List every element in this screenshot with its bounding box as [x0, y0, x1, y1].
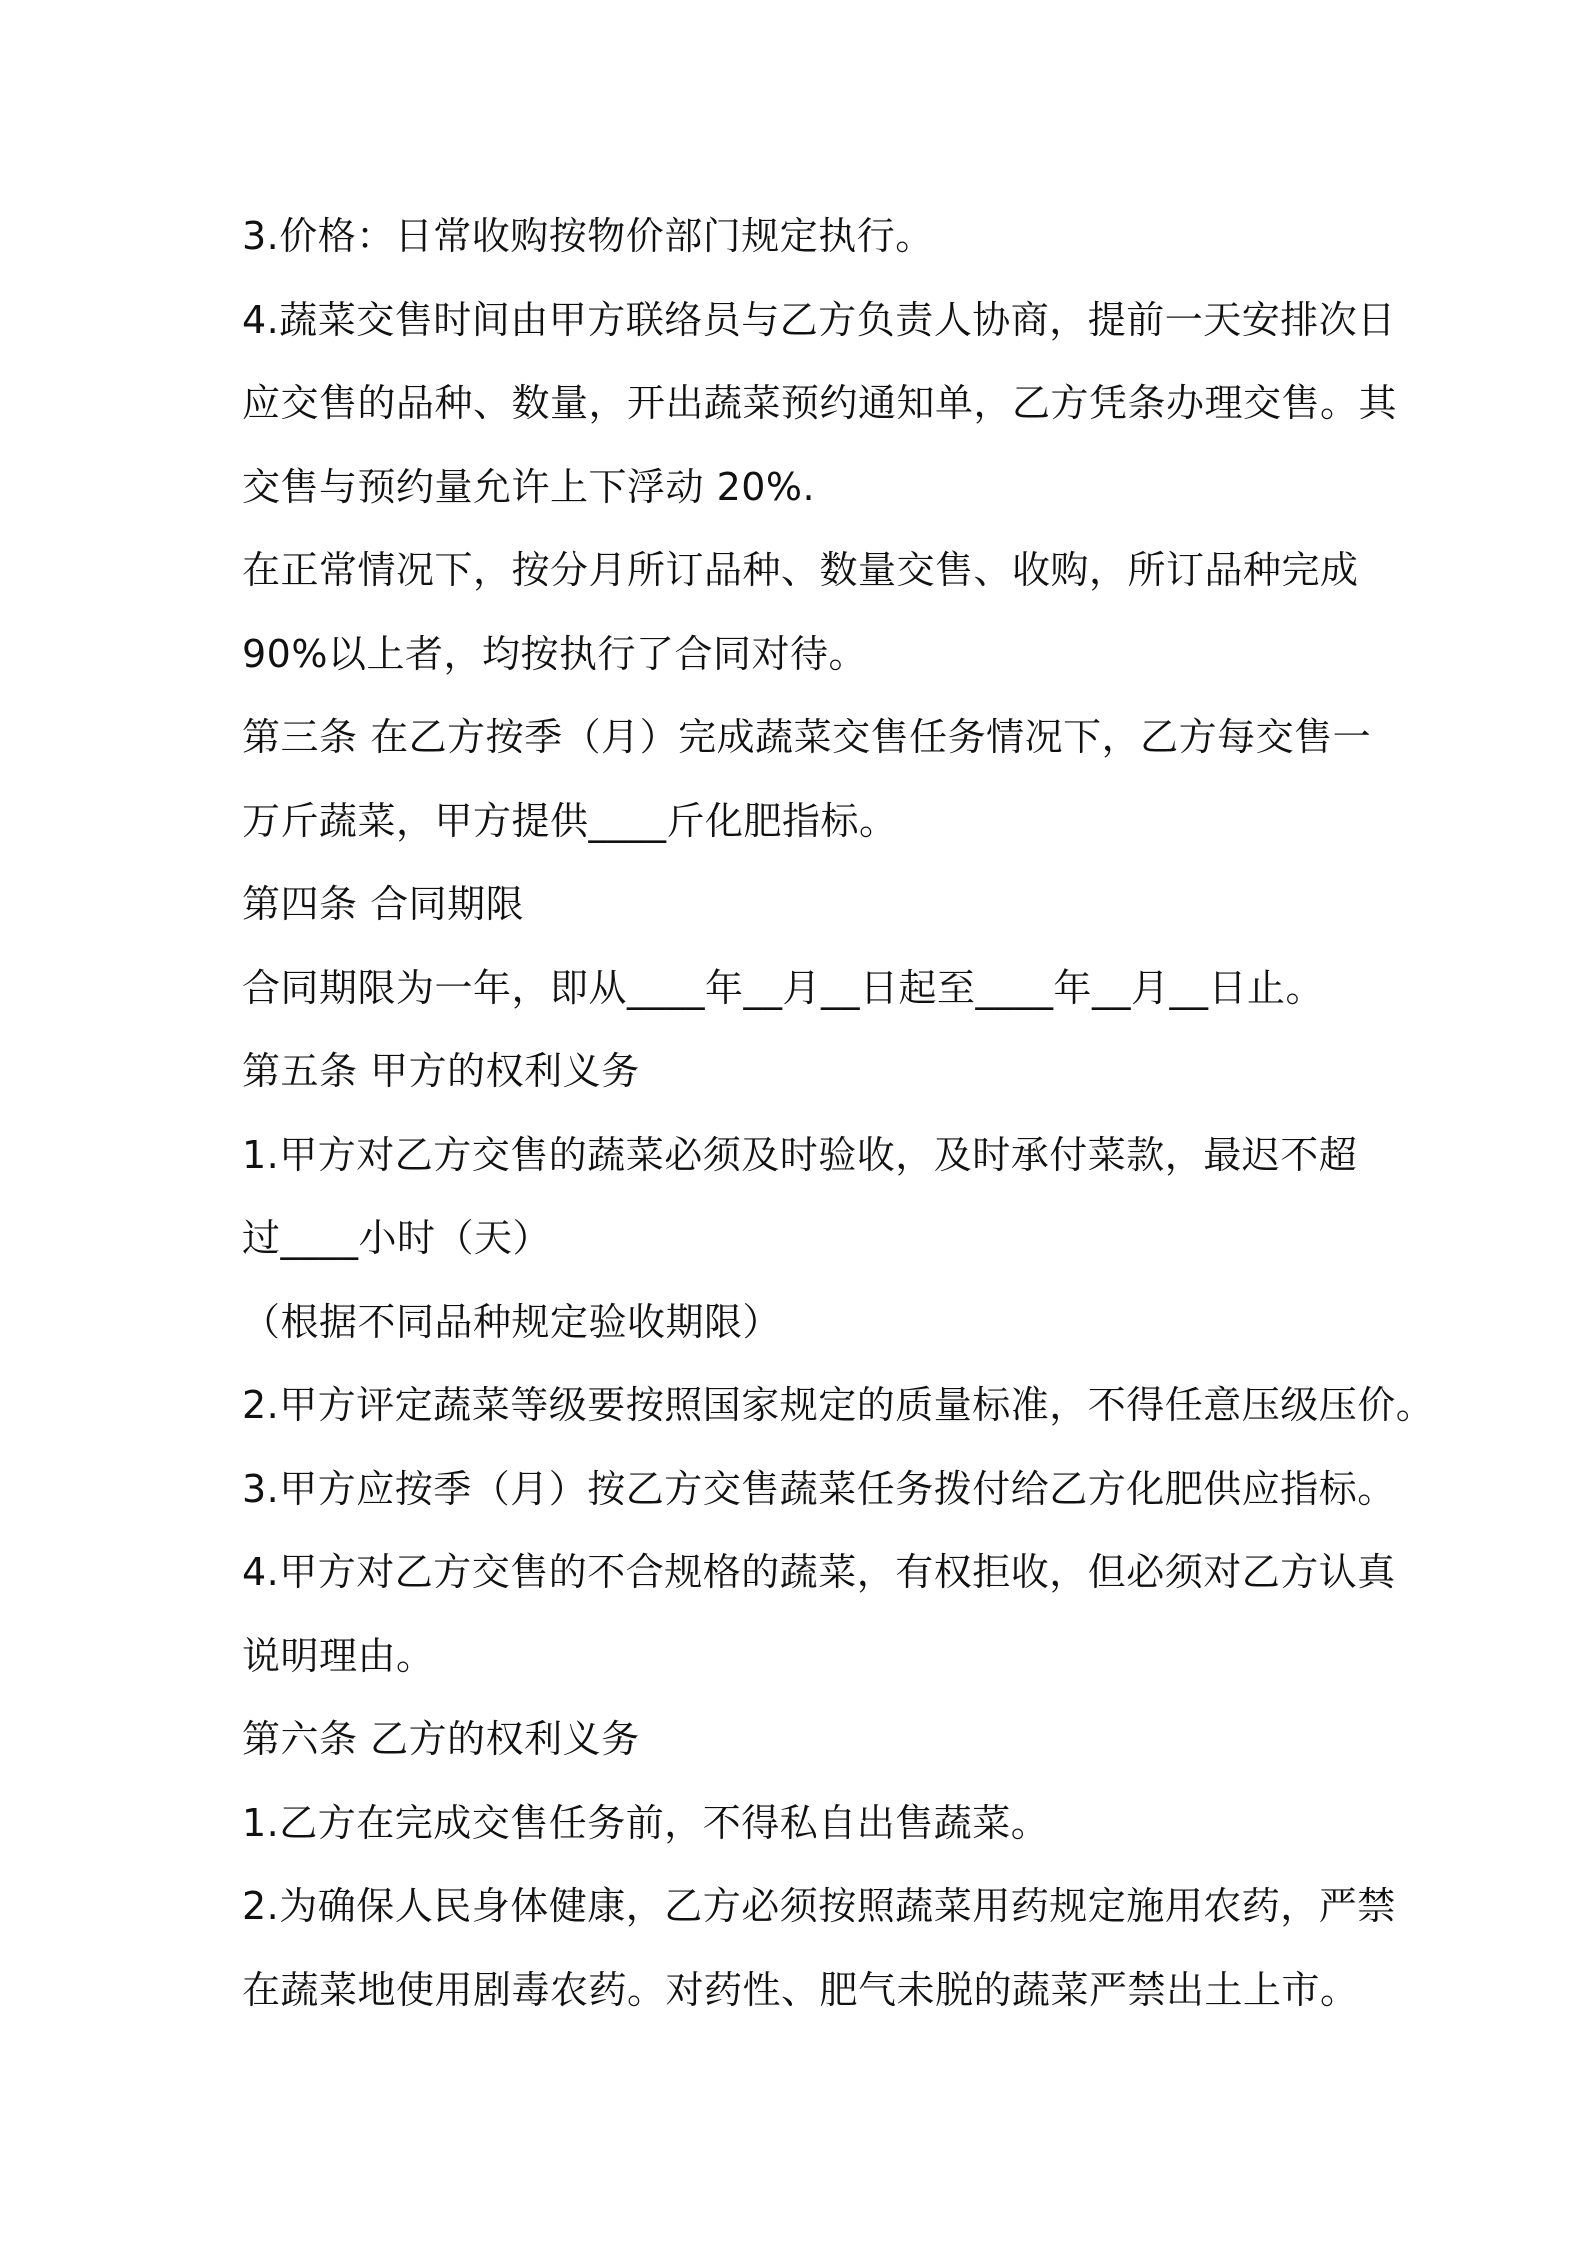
text-line: 2.为确保人民身体健康，乙方必须按照蔬菜用药规定施用农药，严禁 — [242, 1884, 1396, 1928]
text-line: （根据不同品种规定验收期限） — [242, 1299, 782, 1344]
article-5-heading: 第五条 甲方的权利义务 — [242, 1049, 640, 1093]
text-line: 2.甲方评定蔬菜等级要按照国家规定的质量标准，不得任意压级压价。 — [242, 1383, 1435, 1427]
text-line: 90%以上者，均按执行了合同对待。 — [242, 631, 867, 676]
text-line: 1.乙方在完成交售任务前，不得私自出售蔬菜。 — [242, 1800, 1050, 1845]
article-3-line: 第三条 在乙方按季（月）完成蔬菜交售任务情况下，乙方每交售一 — [242, 715, 1372, 759]
text-line: 3.甲方应按季（月）按乙方交售蔬菜任务拨付给乙方化肥供应指标。 — [242, 1466, 1396, 1511]
text-line: 在蔬菜地使用剧毒农药。对药性、肥气未脱的蔬菜严禁出土上市。 — [242, 1967, 1359, 2012]
text-line: 在正常情况下，按分月所订品种、数量交售、收购，所订品种完成 — [242, 548, 1359, 592]
text-line: 3.价格：日常收购按物价部门规定执行。 — [242, 214, 934, 258]
text-line: 4.蔬菜交售时间由甲方联络员与乙方负责人协商，提前一天安排次日 — [242, 297, 1396, 342]
text-line: 应交售的品种、数量，开出蔬菜预约通知单，乙方凭条办理交售。其 — [242, 381, 1398, 425]
text-line: 万斤蔬菜，甲方提供____斤化肥指标。 — [242, 798, 898, 843]
text-line: 4.甲方对乙方交售的不合规格的蔬菜，有权拒收，但必须对乙方认真 — [242, 1550, 1396, 1594]
text-line: 交售与预约量允许上下浮动 20%. — [242, 464, 816, 509]
article-6-heading: 第六条 乙方的权利义务 — [242, 1717, 640, 1761]
text-line: 合同期限为一年，即从____年__月__日起至____年__月__日止。 — [242, 965, 1325, 1010]
text-line: 1.甲方对乙方交售的蔬菜必须及时验收，及时承付菜款，最迟不超 — [242, 1132, 1358, 1177]
text-line: 说明理由。 — [242, 1633, 435, 1678]
text-line: 过____小时（天） — [242, 1216, 552, 1260]
article-4-heading: 第四条 合同期限 — [242, 882, 525, 926]
document-body — [242, 195, 1435, 2032]
